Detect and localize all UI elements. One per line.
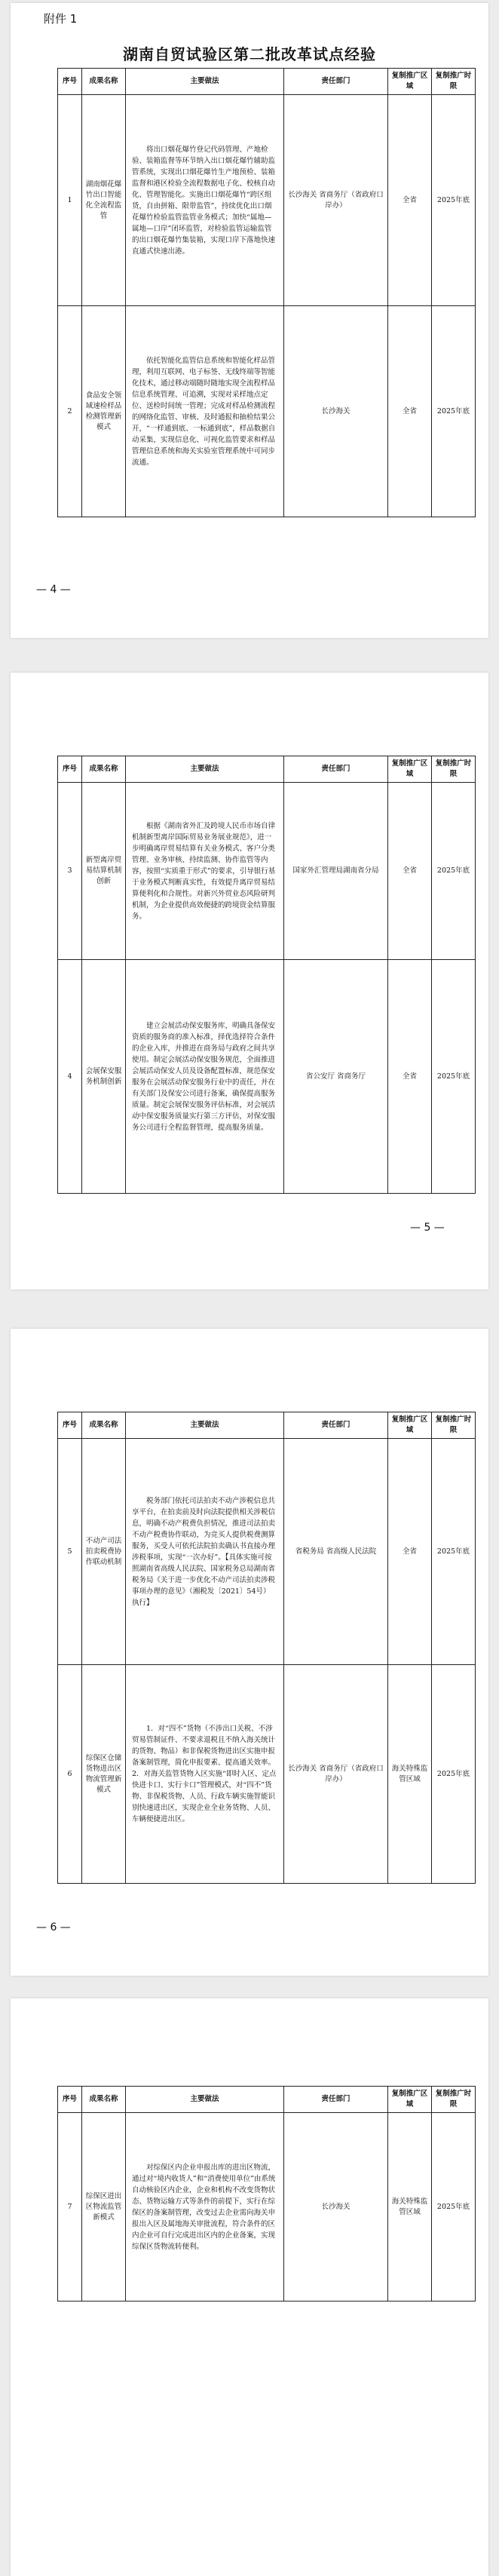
table-header: [58, 756, 476, 783]
header-practice: 主要做法: [126, 2087, 284, 2113]
row-name: 新型离岸贸易结算机制创新: [82, 783, 126, 960]
row-name: 会展保安服务机制创新: [82, 960, 126, 1194]
header-practice: 主要做法: [126, 1412, 284, 1439]
header-dept: 责任部门: [284, 69, 388, 95]
row-region: 全省: [388, 783, 432, 960]
row-name: 食品安全领域速检样品检测管理新模式: [82, 306, 126, 517]
row-term: 2025年底: [432, 960, 476, 1194]
header-term: 复制推广时限: [432, 756, 476, 783]
document-page-1: [11, 3, 488, 638]
row-practice: 建立会展活动保安服务库，明确具备保安资质的服务商的准入标准，择优选择符合条件的企业入库，并推进在商务局与政府之间共享使用。制定会展活动保安服务规范，全面推进会展活动保安人员及设备配置标准，规范保安服务在会展活动保安服务行业中的责任，并在有关部门及保安公司进行备案，确保提高服务质量。制定会展保安服务评估标准，对会展活动中保安服务质量实行第三方评估，对保安服务公司进行全程监督管理，提高服务质量。: [126, 960, 284, 1194]
document-page-3: [11, 1329, 488, 1976]
row-term: 2025年底: [432, 783, 476, 960]
row-region: 海关特殊监管区域: [388, 1665, 432, 1884]
row-practice: 对综保区内企业申报出库的进出区物流，通过对“境内收货人”和“消费使用单位”由系统自动核验区内企业，企业和机构不改变货物状态、货物运输方式等条件的前提下，实行在综保区的备案制管理，改变过去企业需向海关申报出入区及属地海关审批流程，符合条件的区内企业可自行完成进出区内的企业备案，实现综保区货物流转便利。: [126, 2113, 284, 2302]
row-no: 2: [58, 306, 82, 517]
document-page-4: [11, 1998, 488, 2576]
row-practice: 根据《湖南省外汇及跨境人民币市场自律机制新型离岸国际贸易业务展业规范》，进一步明确离岸贸易结算有关业务模式、客户分类管理、业务审核、持续监测、协作监管等内容，按照“实质重于形式”的要求，引导银行基于业务模式判断真实性，有效提升离岸贸易结算便利化和合规性。对新兴外贸业态风险研判机制，为企业提供高效便捷的跨境资金结算服务。: [126, 783, 284, 960]
row-dept: 长沙海关 省商务厅（省政府口岸办）: [284, 1665, 388, 1884]
row-term: 2025年底: [432, 306, 476, 517]
header-region: 复制推广区域: [388, 756, 432, 783]
header-no: 序号: [58, 2087, 82, 2113]
header-practice: 主要做法: [126, 756, 284, 783]
row-practice: 将出口烟花爆竹登记代码管理、产地检验、装箱监督等环节纳入出口烟花爆竹辅助监管系统，实现出口烟花爆竹生产地预检、装箱监督和港区检验全流程数据电子化、校核自动化、管理智能化。实施出口烟花爆竹“跨区组货，自由拼箱、限带监管”，持续优化出口烟花爆竹检验监管监管业务模式；加快“属地—属地—口岸”闭环监管，对检验监管运输监管的出口烟花爆竹集装箱，实现口岸下落地快速直通式快速出港。: [126, 95, 284, 306]
row-no: 3: [58, 783, 82, 960]
table-row: [58, 783, 476, 960]
row-no: 4: [58, 960, 82, 1194]
row-region: 海关特殊监管区域: [388, 2113, 432, 2302]
table-header: [58, 1412, 476, 1439]
header-no: 序号: [58, 1412, 82, 1439]
header-name: 成果名称: [82, 1412, 126, 1439]
row-dept: 长沙海关 省商务厅（省政府口岸办）: [284, 95, 388, 306]
table-header: [58, 69, 476, 95]
header-no: 序号: [58, 69, 82, 95]
row-no: 5: [58, 1439, 82, 1665]
row-dept: 长沙海关: [284, 2113, 388, 2302]
table-row: [58, 1439, 476, 1665]
header-dept: 责任部门: [284, 2087, 388, 2113]
row-dept: 长沙海关: [284, 306, 388, 517]
row-term: 2025年底: [432, 1439, 476, 1665]
results-table-page-2: [57, 756, 476, 1194]
row-region: 全省: [388, 960, 432, 1194]
row-region: 全省: [388, 1439, 432, 1665]
page-number: — 5 —: [410, 1222, 445, 1234]
row-name: 湖南烟花爆竹出口智能化全流程监管: [82, 95, 126, 306]
row-practice: 依托智能化监管信息系统和智能化样品管理，利用互联网、电子标签、无线终端等智能化技术，通过移动端随时随地实现全流程样品信息系统管理、可追溯，实现对采样地点定位、送检时间统一管理；完成对样品检测流程的网络化监管、审核、及时通报和抽检结果公开，“一样通到底、一标通到底”，样品数据自动采集，实现信息化、可视化监管要求和样品管理信息系统和海关实验室管理系统中可同步流通。: [126, 306, 284, 517]
table-row: [58, 306, 476, 517]
row-region: 全省: [388, 95, 432, 306]
header-name: 成果名称: [82, 69, 126, 95]
header-region: 复制推广区域: [388, 1412, 432, 1439]
header-practice: 主要做法: [126, 69, 284, 95]
header-region: 复制推广区域: [388, 69, 432, 95]
header-name: 成果名称: [82, 756, 126, 783]
row-term: 2025年底: [432, 1665, 476, 1884]
header-term: 复制推广时限: [432, 2087, 476, 2113]
row-no: 7: [58, 2113, 82, 2302]
page-number: — 4 —: [36, 584, 71, 596]
header-term: 复制推广时限: [432, 69, 476, 95]
row-dept: 国家外汇管理局湖南省分局: [284, 783, 388, 960]
row-term: 2025年底: [432, 95, 476, 306]
row-no: 1: [58, 95, 82, 306]
row-region: 全省: [388, 306, 432, 517]
table-row: [58, 95, 476, 306]
header-dept: 责任部门: [284, 1412, 388, 1439]
row-practice: 税务部门依托司法拍卖不动产涉税信息共享平台，在拍卖前及时向法院提供相关涉税信息，明确不动产税费负担情况，推进司法拍卖不动产税费协作联动，为竞买人提供税费测算服务，买受人可依托法院拍卖确认书直接办理涉税事项，实现“一次办好”。【具体实施可按照湖南省高级人民法院、国家税务总局湖南省税务局《关于进一步优化不动产司法拍卖涉税事项办理的意见》（湘税发〔2021〕54号）执行】: [126, 1439, 284, 1665]
results-table-page-4: [57, 2086, 476, 2302]
header-dept: 责任部门: [284, 756, 388, 783]
row-term: 2025年底: [432, 2113, 476, 2302]
attachment-label: 附件 1: [44, 12, 78, 26]
row-no: 6: [58, 1665, 82, 1884]
table-row: [58, 960, 476, 1194]
row-practice: 1．对“四不”货物（不涉出口关税、不涉贸易管制证件、不要求退税且不纳入海关统计的货物、物品）和非保税货物进出区实施申报备案制管理，简化申报要素、提高通关效率。 2．对海关监管货物入区实施“即时入区、定点快进卡口、实行卡口”管理模式，对“四不”货物、非保税货物、人员、行政车辆实施智能识别快速进出区，实现企业全业务货物、人员、车辆便捷进出区。: [126, 1665, 284, 1884]
row-name: 综保区仓储货物进出区物流管理新模式: [82, 1665, 126, 1884]
row-name: 不动产司法拍卖税费协作联动机制: [82, 1439, 126, 1665]
header-region: 复制推广区域: [388, 2087, 432, 2113]
document-page-2: [11, 673, 488, 1290]
header-no: 序号: [58, 756, 82, 783]
results-table-page-3: [57, 1412, 476, 1884]
row-name: 综保区进出区物流监管新模式: [82, 2113, 126, 2302]
document-title: 湖南自贸试验区第二批改革试点经验: [123, 45, 376, 63]
results-table-page-1: [57, 68, 476, 517]
header-name: 成果名称: [82, 2087, 126, 2113]
table-header: [58, 2087, 476, 2113]
table-row: [58, 1665, 476, 1884]
header-term: 复制推广时限: [432, 1412, 476, 1439]
page-number: — 6 —: [36, 1921, 71, 1934]
table-row: [58, 2113, 476, 2302]
row-dept: 省公安厅 省商务厅: [284, 960, 388, 1194]
row-dept: 省税务局 省高级人民法院: [284, 1439, 388, 1665]
